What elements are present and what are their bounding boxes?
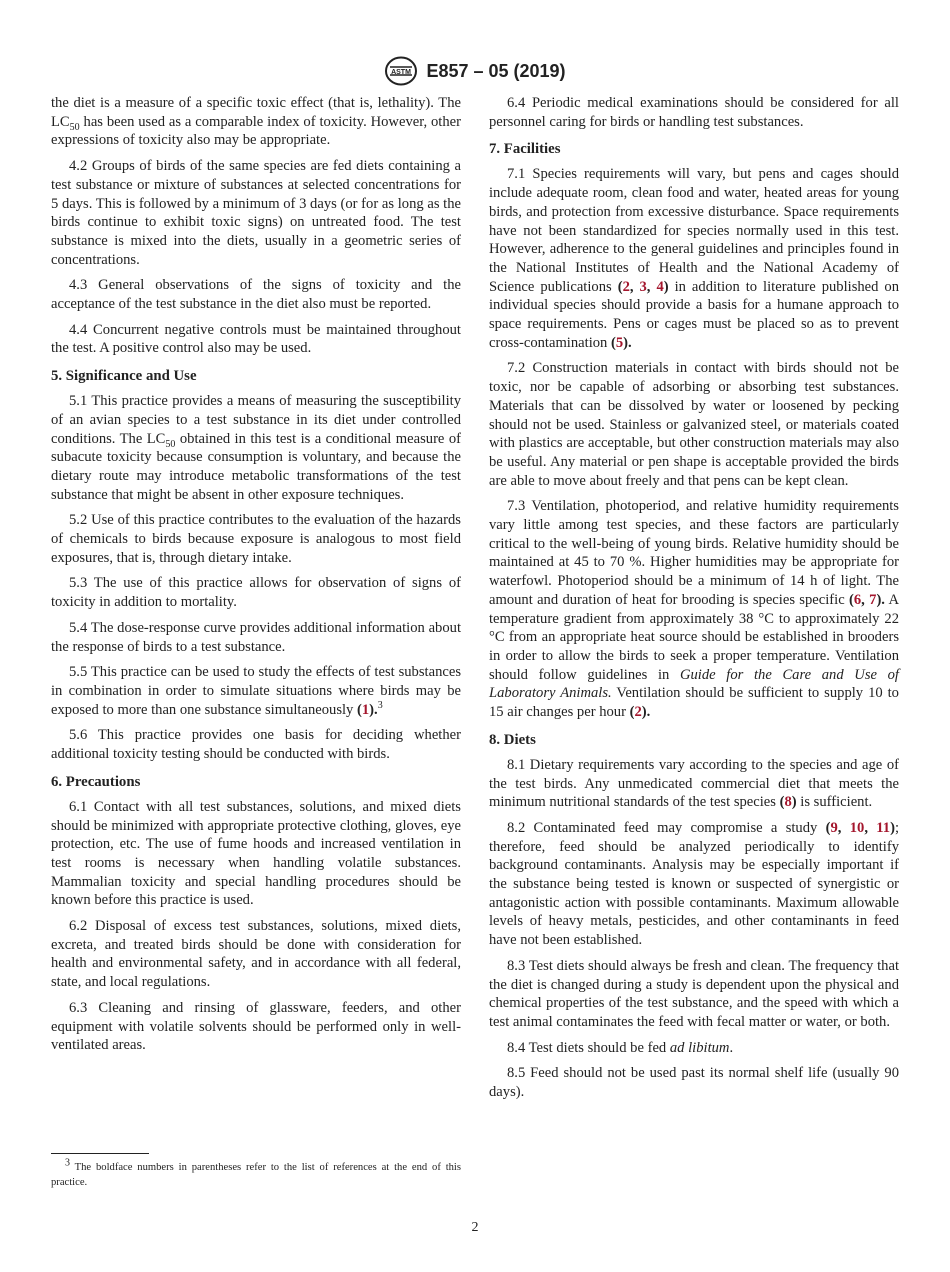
paragraph-5-2: 5.2 Use of this practice contributes to the evaluation of the hazards of chemicals to birds because exposure is analogous to most field exposures, that is, through dietary intake.: [51, 512, 461, 566]
left-column: [51, 94, 461, 1062]
paragraph-5-6: 5.6 This practice provides one basis for deciding whether additional toxicity testing should be conducted with birds.: [51, 727, 461, 763]
paragraph-6-3: 6.3 Cleaning and rinsing of glassware, feeders, and other equipment with volatile solvents should be performed only in well-ventilated areas.: [51, 999, 461, 1054]
paragraph-8-1: 8.1 Dietary requirements vary according to the species and age of the test birds. Any unmedicated commercial diet that meets the minimum nutritional standards of the test species (8) is sufficient.: [489, 756, 899, 811]
footnote: $^3$ The boldface numbers in parentheses refer to the list of references at the end of this practice.: [51, 1157, 461, 1188]
paragraph-7-1: 7.1 Species requirements will vary, but pens and cages should include adequate room, clean food and water, heated areas for young birds, and protection from excessive disturbance. Space requirements have not been standardized for species normally used in this test. However, adherence to the general guidelines and principles found in the National Institutes of Health and the National Academy of Science publications (2, 3, 4) in addition to literature published on individual species should provide a basis for a humane approach to space requirements. Pens or cages must be placed so as to prevent cross-contamination (5).: [489, 166, 900, 351]
reference-link[interactable]: 3: [639, 278, 647, 295]
footnote-marker[interactable]: 3: [377, 699, 383, 711]
astm-logo-icon: [384, 56, 418, 86]
reference-link[interactable]: 11: [876, 819, 891, 836]
paragraph-4-3: 4.3 General observations of the signs of toxicity and the acceptance of the test substance in the diet also must be reported.: [51, 277, 461, 313]
reference-link[interactable]: 4: [656, 278, 664, 295]
paragraph-8-2: 8.2 Contaminated feed may compromise a study (9, 10, 11); therefore, feed should be analyzed periodically to identify background contaminants. Analysis may be especially important if the substance being tested is known or suspected of synergistic or antagonistic action with possible contaminants. Maximum allowable levels of heavy metals, pesticides, and other contaminants in feed have not been established.: [489, 819, 899, 949]
reference-link[interactable]: 10: [849, 819, 865, 836]
section-6-heading: 6. Precautions: [51, 773, 141, 790]
reference-link[interactable]: 9: [830, 819, 838, 836]
paragraph-4-4: 4.4 Concurrent negative controls must be maintained throughout the test. A positive control also may be used.: [51, 321, 461, 357]
paragraph-8-4: 8.4 Test diets should be fed ad libitum.: [507, 1039, 734, 1056]
paragraph-6-1: 6.1 Contact with all test substances, solutions, and mixed diets should be minimized with appropriate protective clothing, gloves, eye protection, etc. The use of fume hoods and increased ventilation in test rooms is necessary when handling volatile substances. Mammalian toxicity and special handling procedures should be known before this practice is used.: [51, 798, 461, 909]
right-column: [489, 94, 899, 1109]
section-7-heading: 7. Facilities: [489, 141, 561, 158]
reference-link[interactable]: 1: [361, 701, 370, 718]
reference-link[interactable]: 2: [634, 704, 642, 721]
section-5-heading: 5. Significance and Use: [51, 368, 197, 385]
paragraph-5-3: 5.3 The use of this practice allows for observation of signs of toxicity in addition to mortality.: [51, 575, 461, 611]
paragraph-8-3: 8.3 Test diets should always be fresh and clean. The frequency that the diet is changed during a study is dependent upon the physical and chemical properties of the test substance, and the speed with which a test animal contaminates the feed with fecal matter or water, or both.: [489, 957, 899, 1030]
paragraph-7-3: 7.3 Ventilation, photoperiod, and relative humidity requirements vary little among test species, and these factors are particularly critical to the well-being of young birds. Relative humidity should be maintained at 45 to 70 %. Higher humidities may be appropriate for waterfowl. Photoperiod should be a minimum of 14 h of light. The amount and duration of heat for brooding is species specific (6, 7). A temperature gradient from approximately 38 °C to approximately 22 °C from an appropriate heat source should be established in brooders in order to allow the birds to seek a proper temperature. Ventilation should follow guidelines in Guide for the Care and Use of Laboratory Animals. Ventilation should be sufficient to supply 10 to 15 air changes per hour (2).: [489, 498, 899, 721]
paragraph-5-1: 5.1 This practice provides a means of measuring the susceptibility of an avian species to a test substance in its diet under controlled conditions. The $LC_{50}$ obtained in this test is a conditional measure of subacute toxicity because consumption is voluntary, and because the dietary route may introduce metabolic transformations of the test substance that might be absent in other exposure techniques.: [51, 393, 462, 503]
paragraph-7-2: 7.2 Construction materials in contact with birds should not be toxic, nor be capable of adsorbing or absorbing test substances. Materials that can be dissolved by water or loosened by pecking should not be used. Stainless or galvanized steel, or materials coated with plastics are acceptable, but other construction materials may also be useful. Any material or pen shape is acceptable provided the birds are able to move about freely and that pens can be kept clean.: [489, 360, 899, 489]
paragraph-4-2: 4.2 Groups of birds of the same species are fed diets containing a test substance or mixture of substances at selected concentrations for 5 days. This is followed by a minimum of 3 days (or for as long as the birds continue to exhibit toxic signs) on untreated food. The test substance is mixed into the diets, usually in a geometric series of concentrations.: [51, 158, 461, 268]
paragraph-4-1-continued: the diet is a measure of a specific toxic effect (that is, lethality). The $LC_{50}$ has been used as a comparable index of toxicity. However, other expressions of toxicity also may be appropriate.: [51, 95, 461, 149]
paragraph-5-4: 5.4 The dose-response curve provides additional information about the response of birds to a test substance.: [51, 619, 461, 655]
reference-link[interactable]: 6: [853, 591, 862, 608]
reference-link[interactable]: 5: [615, 334, 624, 351]
svg-text:ASTM: ASTM: [391, 69, 412, 76]
reference-link[interactable]: 2: [622, 278, 630, 295]
paragraph-5-5: 5.5 This practice can be used to study the effects of test substances in combination in order to simulate situations where birds may be exposed to more than one substance simultaneously (1).$^3$: [51, 664, 461, 718]
page-number: 2: [471, 1220, 479, 1235]
document-id: E857 – 05 (2019): [426, 60, 566, 81]
footnote-divider: [51, 1153, 149, 1154]
section-8-heading: 8. Diets: [489, 731, 536, 748]
paragraph-6-2: 6.2 Disposal of excess test substances, solutions, mixed diets, excreta, and treated birds should be done with consideration for health and environmental safety, and in accordance with all federal, state, and local regulations.: [51, 918, 461, 991]
page-header: [0, 56, 950, 86]
paragraph-8-5: 8.5 Feed should not be used past its normal shelf life (usually 90 days).: [489, 1065, 899, 1101]
reference-link[interactable]: 7: [869, 591, 877, 608]
reference-link[interactable]: 8: [784, 794, 792, 811]
paragraph-6-4: 6.4 Periodic medical examinations should be considered for all personnel caring for birds or handling test substances.: [489, 95, 899, 130]
